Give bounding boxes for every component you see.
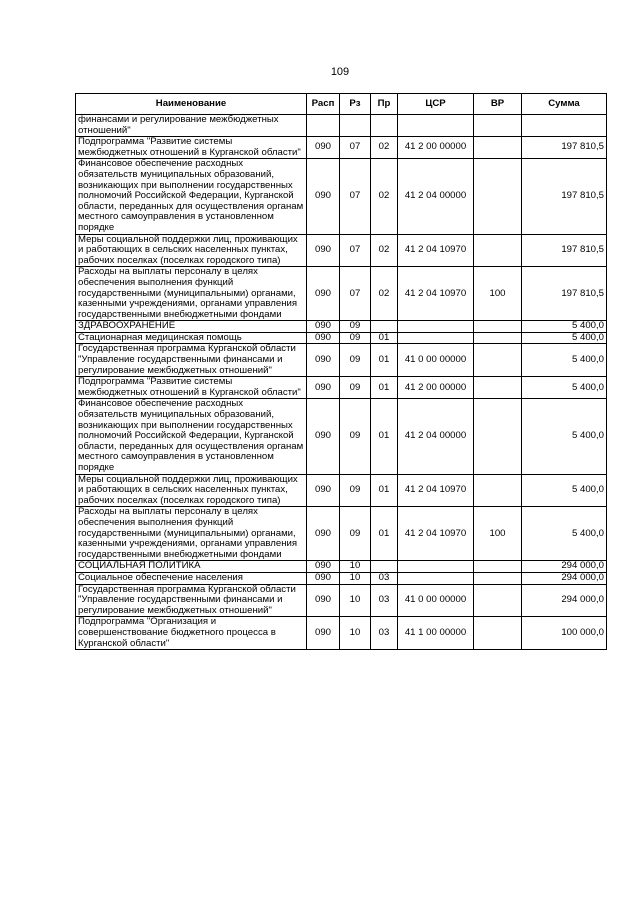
cell-rasp: 090 <box>307 561 340 573</box>
cell-rz: 10 <box>340 572 371 584</box>
table-row <box>76 572 607 584</box>
cell-vr <box>474 584 522 617</box>
table-row <box>76 617 607 650</box>
cell-pr: 02 <box>371 137 398 159</box>
cell-rasp: 090 <box>307 377 340 399</box>
cell-pr: 02 <box>371 234 398 267</box>
cell-rasp <box>307 115 340 137</box>
cell-sum: 294 000,0 <box>522 584 607 617</box>
table-row <box>76 321 607 333</box>
cell-name: Подпрограмма "Развитие системы межбюджетных отношений в Курганской области" <box>76 377 307 399</box>
cell-csr: 41 2 04 00000 <box>398 159 474 234</box>
table-row <box>76 507 607 561</box>
header-name: Наименование <box>76 94 307 115</box>
cell-vr <box>474 399 522 474</box>
cell-pr: 01 <box>371 332 398 344</box>
cell-sum: 5 400,0 <box>522 474 607 507</box>
cell-name: Подпрограмма "Развитие системы межбюджетных отношений в Курганской области" <box>76 137 307 159</box>
cell-vr <box>474 159 522 234</box>
cell-csr <box>398 561 474 573</box>
cell-rasp: 090 <box>307 234 340 267</box>
cell-csr: 41 0 00 00000 <box>398 584 474 617</box>
cell-rasp: 090 <box>307 572 340 584</box>
cell-rz <box>340 115 371 137</box>
header-csr: ЦСР <box>398 94 474 115</box>
cell-csr: 41 2 00 00000 <box>398 377 474 399</box>
cell-csr: 41 2 04 00000 <box>398 399 474 474</box>
cell-rz: 10 <box>340 617 371 650</box>
cell-vr: 100 <box>474 507 522 561</box>
cell-rz: 09 <box>340 344 371 377</box>
cell-sum: 100 000,0 <box>522 617 607 650</box>
cell-pr: 01 <box>371 507 398 561</box>
cell-csr <box>398 321 474 333</box>
cell-sum: 197 810,5 <box>522 267 607 321</box>
cell-sum: 5 400,0 <box>522 507 607 561</box>
cell-csr: 41 0 00 00000 <box>398 344 474 377</box>
cell-name: Меры социальной поддержки лиц, проживающих и работающих в сельских населенных пунктах, рабочих поселках (поселках городского типа) <box>76 474 307 507</box>
cell-sum: 294 000,0 <box>522 572 607 584</box>
header-pr: Пр <box>371 94 398 115</box>
cell-sum: 5 400,0 <box>522 332 607 344</box>
cell-name: Государственная программа Курганской области "Управление государственными финансами и регулирование межбюджетных отношений" <box>76 344 307 377</box>
budget-table <box>75 93 607 650</box>
cell-name: Расходы на выплаты персоналу в целях обеспечения выполнения функций государственными (муниципальными) органами, казенными учреждениями, органами управления государственными внебюджетными фондами <box>76 267 307 321</box>
cell-vr <box>474 321 522 333</box>
cell-rz: 07 <box>340 234 371 267</box>
cell-rz: 09 <box>340 474 371 507</box>
cell-rasp: 090 <box>307 332 340 344</box>
cell-rasp: 090 <box>307 344 340 377</box>
cell-rz: 07 <box>340 137 371 159</box>
cell-name: Социальное обеспечение населения <box>76 572 307 584</box>
cell-vr <box>474 344 522 377</box>
cell-vr <box>474 137 522 159</box>
cell-rasp: 090 <box>307 617 340 650</box>
table-row <box>76 561 607 573</box>
cell-vr <box>474 561 522 573</box>
cell-rz: 07 <box>340 159 371 234</box>
cell-rasp: 090 <box>307 507 340 561</box>
table-row <box>76 159 607 234</box>
cell-sum: 197 810,5 <box>522 159 607 234</box>
table-row <box>76 115 607 137</box>
header-rz: Рз <box>340 94 371 115</box>
cell-csr <box>398 572 474 584</box>
cell-vr <box>474 572 522 584</box>
cell-csr: 41 2 04 10970 <box>398 267 474 321</box>
cell-vr <box>474 234 522 267</box>
cell-name: Финансовое обеспечение расходных обязательств муниципальных образований, возникающих при выполнении государственных полномочий Российской Федерации, Курганской области, переданных для осуществления органам местного самоуправления в установленном порядке <box>76 399 307 474</box>
table-row <box>76 137 607 159</box>
cell-rasp: 090 <box>307 399 340 474</box>
cell-vr <box>474 474 522 507</box>
cell-csr <box>398 332 474 344</box>
cell-rz: 09 <box>340 332 371 344</box>
cell-pr <box>371 321 398 333</box>
cell-sum <box>522 115 607 137</box>
table-row <box>76 234 607 267</box>
cell-rz: 09 <box>340 507 371 561</box>
cell-pr <box>371 115 398 137</box>
cell-csr: 41 2 04 10970 <box>398 507 474 561</box>
cell-csr: 41 1 00 00000 <box>398 617 474 650</box>
cell-rz: 09 <box>340 321 371 333</box>
cell-name: Подпрограмма "Организация и совершенствование бюджетного процесса в Курганской области" <box>76 617 307 650</box>
table-row <box>76 267 607 321</box>
cell-rasp: 090 <box>307 474 340 507</box>
cell-rz: 07 <box>340 267 371 321</box>
cell-vr <box>474 617 522 650</box>
cell-csr: 41 2 00 00000 <box>398 137 474 159</box>
cell-pr: 02 <box>371 267 398 321</box>
cell-pr <box>371 561 398 573</box>
cell-name: финансами и регулирование межбюджетных отношений" <box>76 115 307 137</box>
cell-sum: 294 000,0 <box>522 561 607 573</box>
cell-pr: 03 <box>371 584 398 617</box>
cell-name: Государственная программа Курганской области "Управление государственными финансами и регулирование межбюджетных отношений" <box>76 584 307 617</box>
cell-sum: 5 400,0 <box>522 321 607 333</box>
cell-rz: 10 <box>340 584 371 617</box>
cell-sum: 5 400,0 <box>522 377 607 399</box>
cell-rz: 10 <box>340 561 371 573</box>
header-rasp: Расп <box>307 94 340 115</box>
table-row <box>76 344 607 377</box>
cell-vr <box>474 377 522 399</box>
cell-pr: 01 <box>371 377 398 399</box>
cell-rz: 09 <box>340 399 371 474</box>
table-row <box>76 474 607 507</box>
cell-name: Расходы на выплаты персоналу в целях обеспечения выполнения функций государственными (муниципальными) органами, казенными учреждениями, органами управления государственными внебюджетными фондами <box>76 507 307 561</box>
table-row <box>76 377 607 399</box>
table-row <box>76 584 607 617</box>
cell-rasp: 090 <box>307 584 340 617</box>
cell-pr: 01 <box>371 344 398 377</box>
cell-sum: 5 400,0 <box>522 399 607 474</box>
cell-name: Меры социальной поддержки лиц, проживающих и работающих в сельских населенных пунктах, рабочих поселках (поселках городского типа) <box>76 234 307 267</box>
page-number: 109 <box>330 66 350 78</box>
table-row <box>76 399 607 474</box>
cell-sum: 197 810,5 <box>522 137 607 159</box>
cell-rasp: 090 <box>307 267 340 321</box>
cell-rasp: 090 <box>307 159 340 234</box>
cell-pr: 03 <box>371 572 398 584</box>
header-vr: ВР <box>474 94 522 115</box>
cell-vr <box>474 115 522 137</box>
cell-name: Стационарная медицинская помощь <box>76 332 307 344</box>
cell-pr: 01 <box>371 399 398 474</box>
cell-pr: 01 <box>371 474 398 507</box>
cell-rasp: 090 <box>307 137 340 159</box>
cell-rz: 09 <box>340 377 371 399</box>
cell-rasp: 090 <box>307 321 340 333</box>
cell-name: СОЦИАЛЬНАЯ ПОЛИТИКА <box>76 561 307 573</box>
cell-sum: 5 400,0 <box>522 344 607 377</box>
cell-csr: 41 2 04 10970 <box>398 234 474 267</box>
cell-vr <box>474 332 522 344</box>
cell-pr: 02 <box>371 159 398 234</box>
cell-sum: 197 810,5 <box>522 234 607 267</box>
header-sum: Сумма <box>522 94 607 115</box>
cell-name: ЗДРАВООХРАНЕНИЕ <box>76 321 307 333</box>
cell-pr: 03 <box>371 617 398 650</box>
table-row <box>76 332 607 344</box>
cell-csr: 41 2 04 10970 <box>398 474 474 507</box>
cell-vr: 100 <box>474 267 522 321</box>
cell-name: Финансовое обеспечение расходных обязательств муниципальных образований, возникающих при выполнении государственных полномочий Российской Федерации, Курганской области, переданных для осуществления органам местного самоуправления в установленном порядке <box>76 159 307 234</box>
table-header-row <box>76 94 607 115</box>
cell-csr <box>398 115 474 137</box>
